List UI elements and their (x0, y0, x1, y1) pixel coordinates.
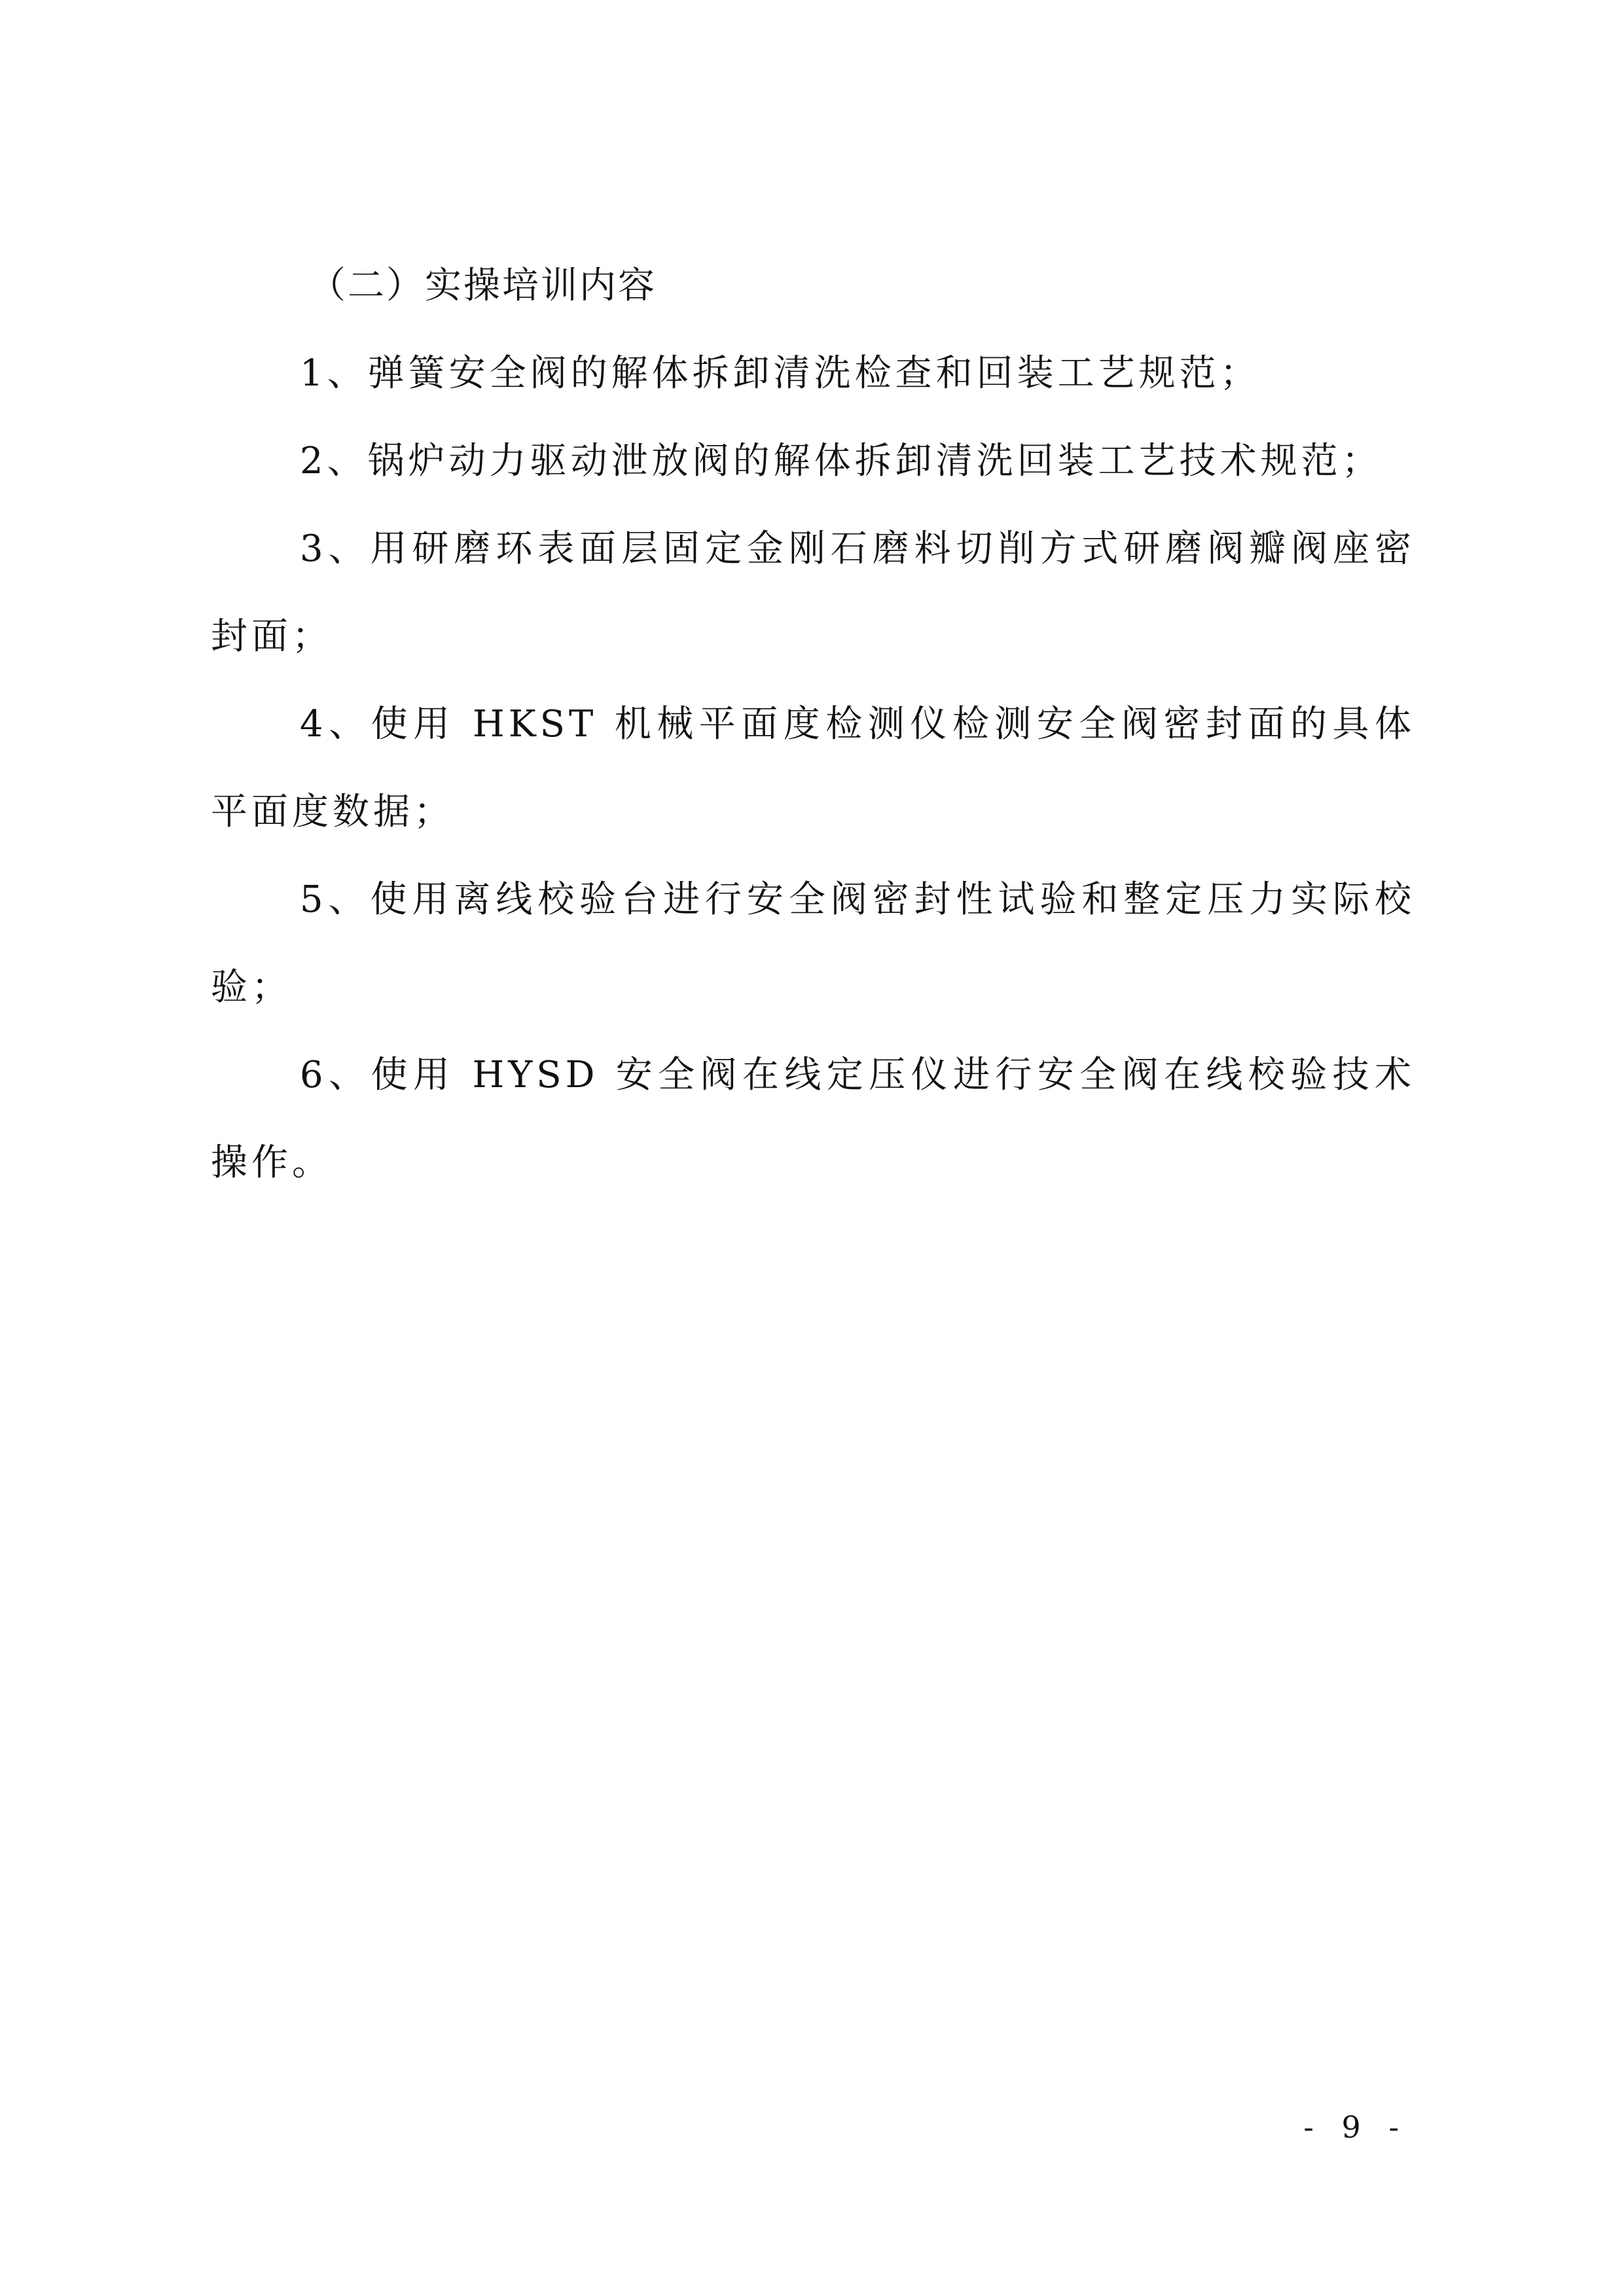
list-item: 6、使用 HYSD 安全阀在线定压仪进行安全阀在线校验技术操作。 (211, 1054, 1415, 1184)
page-content (211, 242, 1415, 1207)
page-number: - 9 - (1303, 2109, 1408, 2145)
list-item: 3、用研磨环表面层固定金刚石磨料切削方式研磨阀瓣阀座密封面； (211, 528, 1415, 658)
section-heading: （二）实操培训内容 (309, 264, 657, 307)
list-item: 2、锅炉动力驱动泄放阀的解体拆卸清洗回装工艺技术规范； (300, 440, 1382, 482)
list-item: 4、使用 HKST 机械平面度检测仪检测安全阀密封面的具体平面度数据； (211, 703, 1415, 833)
list-item: 5、使用离线校验台进行安全阀密封性试验和整定压力实际校验； (211, 878, 1415, 1009)
list-item: 1、弹簧安全阀的解体拆卸清洗检查和回装工艺规范； (300, 352, 1261, 395)
